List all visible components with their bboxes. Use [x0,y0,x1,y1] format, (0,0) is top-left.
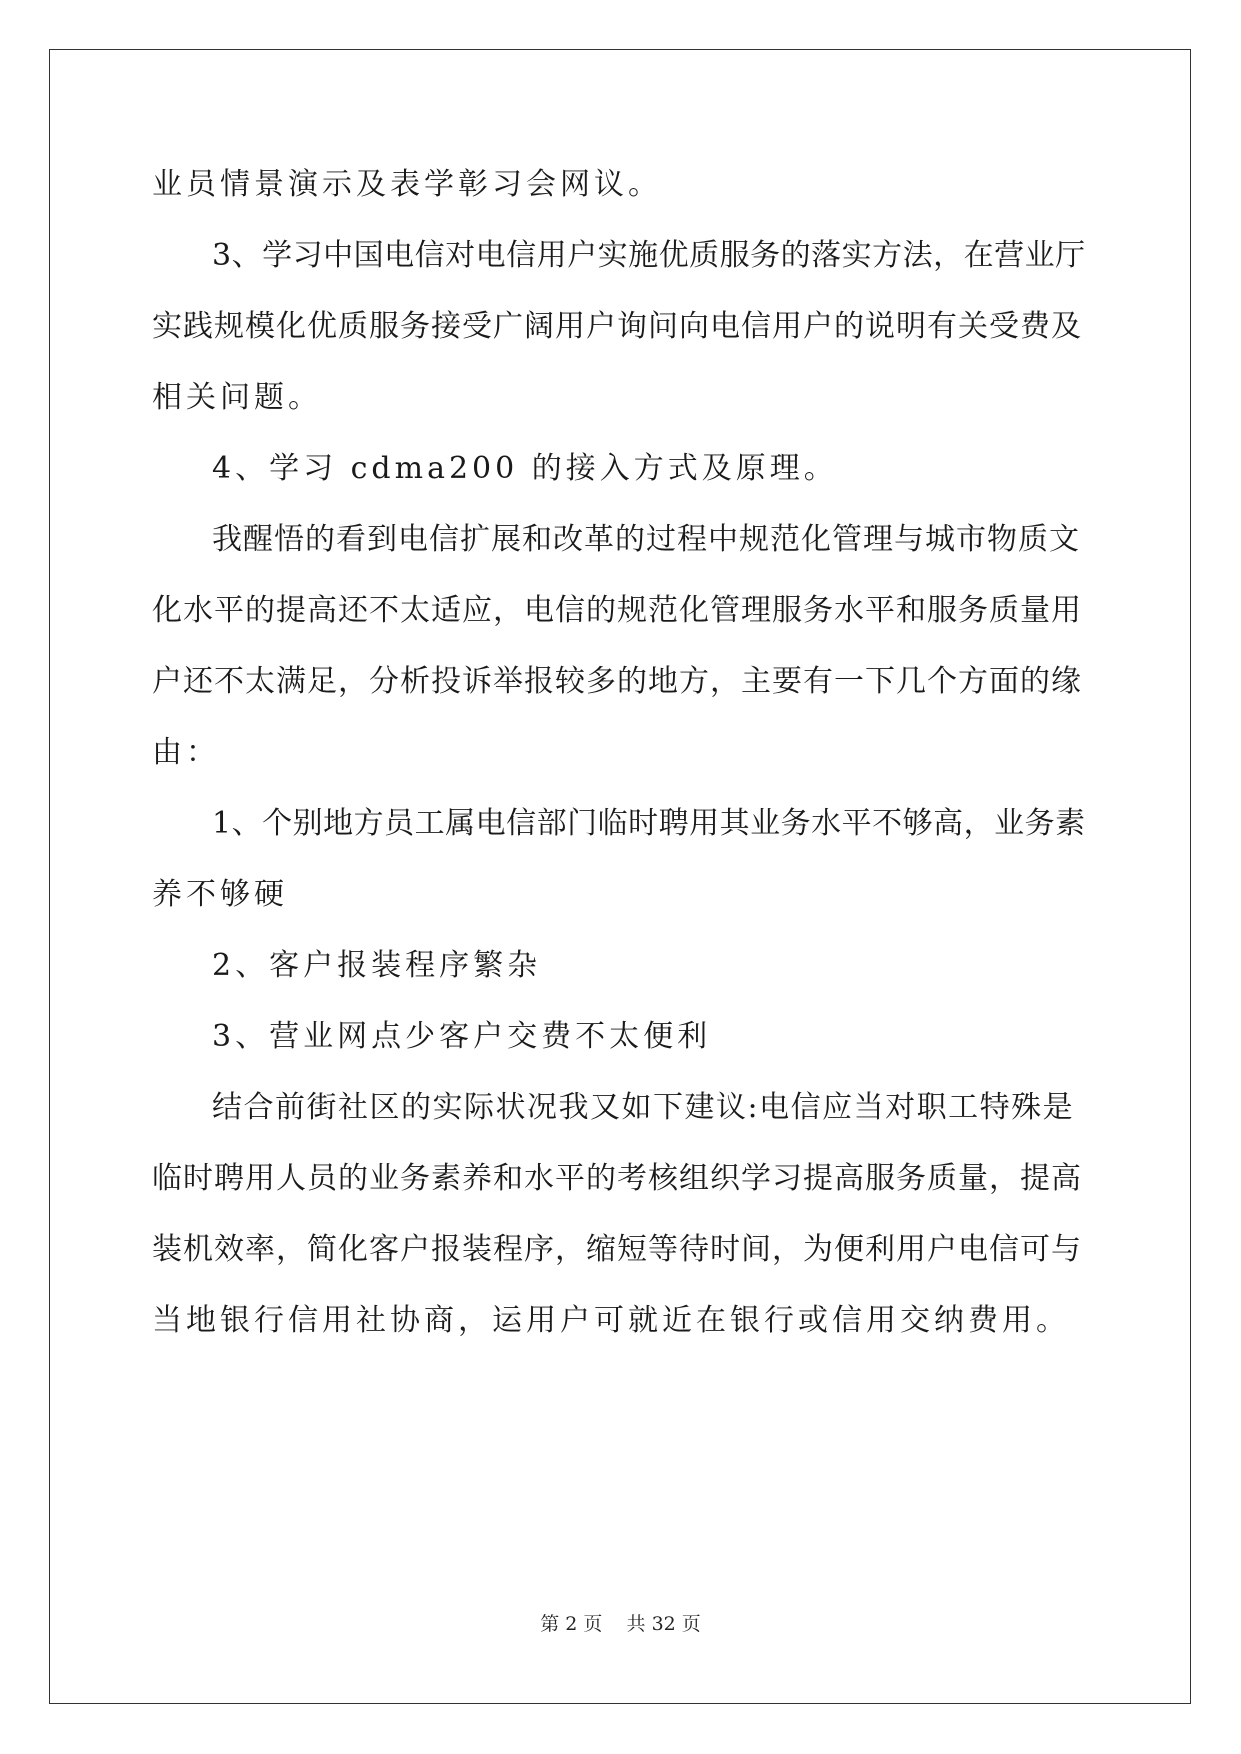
text-line: 装机效率，简化客户报装程序，缩短等待时间，为便利用户电信可与 [152,1232,1082,1267]
page-footer [0,1612,1241,1636]
text-line: 我醒悟的看到电信扩展和改革的过程中规范化管理与城市物质文 [212,522,1080,557]
text-line: 结合前街社区的实际状况我又如下建议:电信应当对职工特殊是 [212,1090,1075,1125]
text-line: 1、个别地方员工属电信部门临时聘用其业务水平不够高，业务素 [212,806,1086,841]
text-line: 化水平的提高还不太适应，电信的规范化管理服务水平和服务质量用 [152,593,1082,628]
text-line: 当地银行信用社协商，运用户可就近在银行或信用交纳费用。 [152,1303,1070,1338]
text-line: 养不够硬 [152,877,288,912]
text-line: 实践规模化优质服务接受广阔用户询问向电信用户的说明有关受费及 [152,309,1082,344]
text-line: 4、学习 cdma200 的接入方式及原理。 [212,451,838,486]
text-line: 3、营业网点少客户交费不太便利 [212,1019,712,1054]
text-line: 业员情景演示及表学彰习会网议。 [152,167,662,202]
page-number: 第 2 页 [540,1613,603,1635]
text-line: 相关问题。 [152,380,322,415]
page-total: 共 32 页 [626,1613,701,1635]
text-line: 3、学习中国电信对电信用户实施优质服务的落实方法，在营业厅 [212,238,1086,273]
text-line: 临时聘用人员的业务素养和水平的考核组织学习提高服务质量，提高 [152,1161,1082,1196]
text-line: 2、客户报装程序繁杂 [212,948,542,983]
text-line: 由： [152,735,220,770]
text-line: 户还不太满足，分析投诉举报较多的地方，主要有一下几个方面的缘 [152,664,1082,699]
